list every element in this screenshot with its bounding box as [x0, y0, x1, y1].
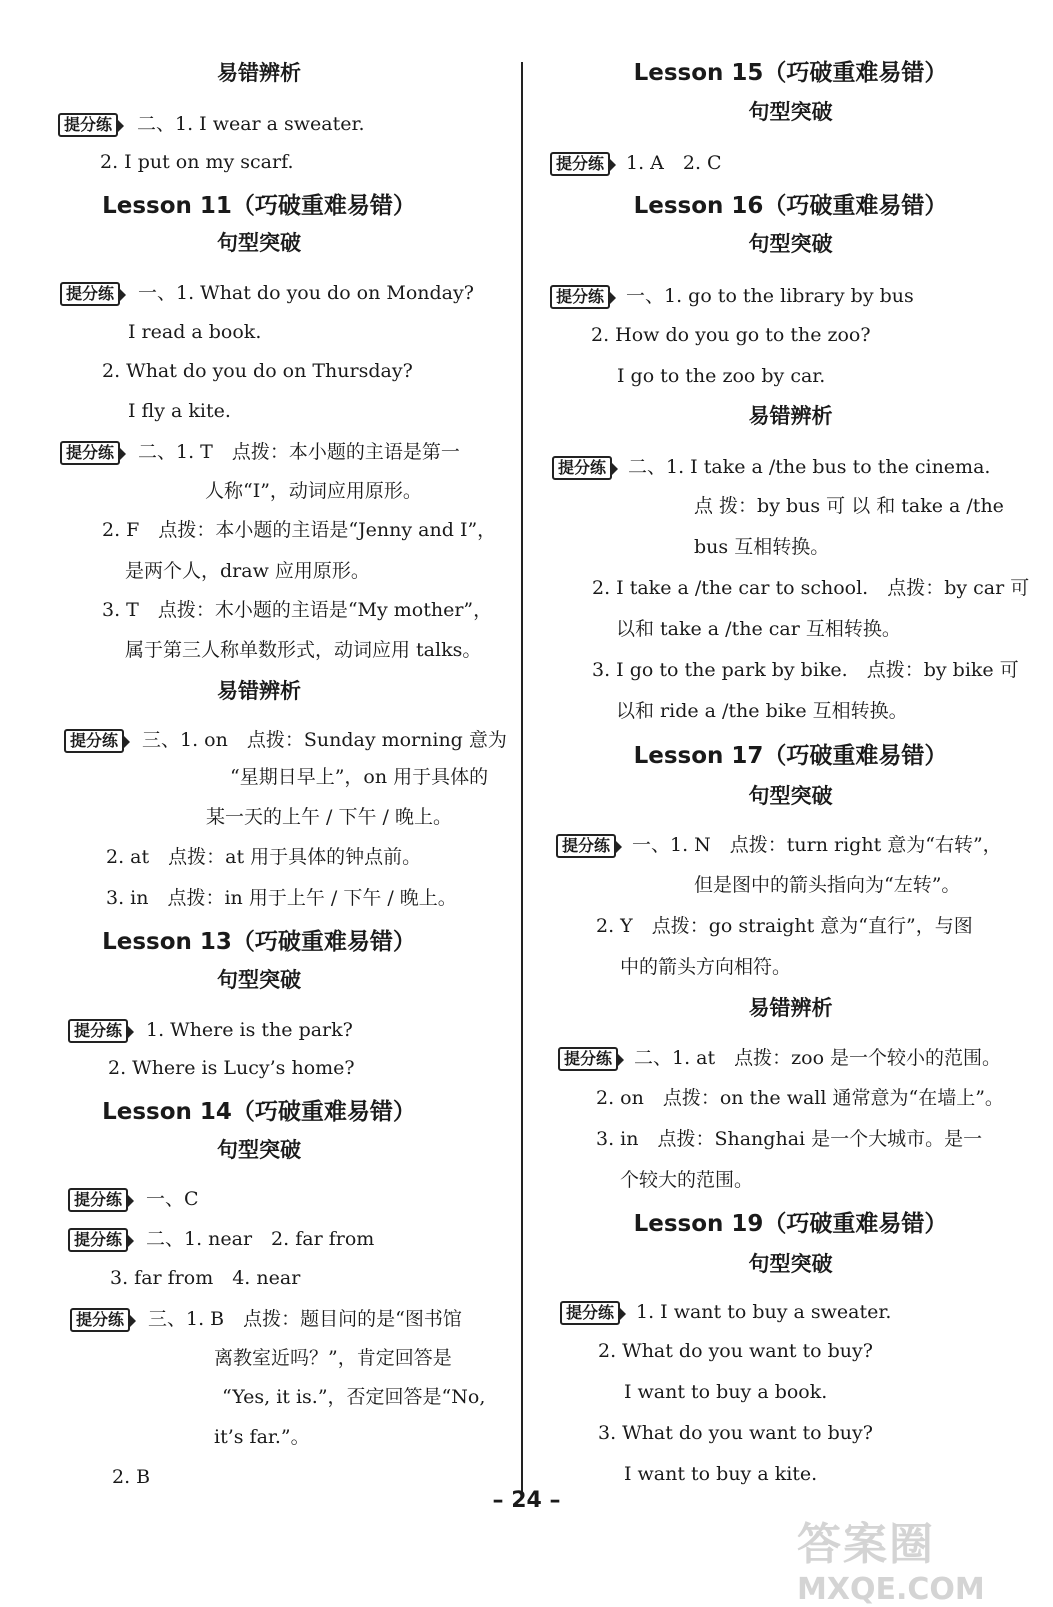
practice-tag: 提分练	[60, 282, 120, 306]
lesson-title: Lesson 14（巧破重难易错）	[102, 1099, 416, 1125]
answer-line: I fly a kite.	[128, 400, 231, 422]
section-heading: 句型突破	[217, 1138, 301, 1162]
section-heading: 易错辨析	[217, 679, 301, 703]
section-heading: 句型突破	[748, 1252, 833, 1276]
answer-line: 3. in 点拨：in 用于上午 / 下午 / 晚上。	[106, 887, 457, 909]
answer-line: 三、1. B 点拨：题目问的是“图书馆	[148, 1308, 462, 1330]
practice-tag: 提分练	[68, 1228, 128, 1252]
answer-line: 一、1. go to the library by bus	[626, 285, 914, 307]
answer-line: 2. What do you do on Thursday?	[102, 360, 413, 382]
answer-line: “Yes, it is.”，否定回答是“No,	[222, 1386, 486, 1408]
answer-line: I want to buy a kite.	[624, 1463, 818, 1485]
answer-line: 属于第三人称单数形式，动词应用 talks。	[125, 639, 482, 661]
answer-line: 3. What do you want to buy?	[598, 1422, 873, 1444]
answer-line: 一、C	[146, 1188, 199, 1210]
answer-line: 1. Where is the park?	[146, 1019, 353, 1041]
answer-line: 2. on 点拨：on the wall 通常意为“在墙上”。	[596, 1087, 1004, 1109]
watermark-logo	[797, 1508, 1047, 1607]
practice-tag: 提分练	[68, 1188, 128, 1212]
practice-tag: 提分练	[556, 834, 616, 858]
answer-line: 3. far from 4. near	[110, 1267, 301, 1289]
answer-line: 2. at 点拨：at 用于具体的钟点前。	[106, 846, 422, 868]
answer-line: 2. Y 点拨：go straight 意为“直行”，与图	[596, 915, 973, 937]
answer-line: 一、1. N 点拨：turn right 意为“右转”，	[632, 834, 1002, 856]
answer-line: 3. in 点拨：Shanghai 是一个大城市。是一	[596, 1128, 983, 1150]
answer-line: 某一天的上午 / 下午 / 晚上。	[206, 806, 452, 828]
answer-line: 中的箭头方向相符。	[620, 956, 792, 978]
answer-line: 2. Where is Lucy’s home?	[108, 1057, 355, 1079]
answer-line: 二、1. T 点拨：本小题的主语是第一	[138, 441, 460, 463]
answer-line: I read a book.	[128, 321, 262, 343]
answer-line: 二、1. I take a /the bus to the cinema.	[628, 456, 991, 478]
answer-line: 个较大的范围。	[620, 1169, 754, 1191]
section-heading: 句型突破	[217, 968, 301, 992]
lesson-title: Lesson 16（巧破重难易错）	[633, 193, 948, 219]
answer-line: 是两个人，draw 应用原形。	[125, 560, 370, 582]
practice-tag: 提分练	[558, 1047, 618, 1071]
answer-line: “星期日早上”，on 用于具体的	[230, 766, 489, 788]
practice-tag: 提分练	[552, 456, 612, 480]
answer-line: 三、1. on 点拨：Sunday morning 意为	[142, 729, 507, 751]
practice-tag: 提分练	[58, 113, 118, 137]
practice-tag: 提分练	[70, 1308, 130, 1332]
answer-line: 2. F 点拨：本小题的主语是“Jenny and I”，	[102, 519, 497, 541]
practice-tag: 提分练	[550, 152, 610, 176]
section-heading: 易错辨析	[217, 61, 301, 85]
answer-line: 以和 take a /the car 互相转换。	[616, 618, 901, 640]
section-heading: 易错辨析	[748, 996, 833, 1020]
answer-line: 二、1. near 2. far from	[146, 1228, 375, 1250]
section-heading: 句型突破	[217, 231, 301, 255]
practice-tag: 提分练	[68, 1019, 128, 1043]
answer-line: bus 互相转换。	[694, 536, 830, 558]
column-divider	[521, 62, 523, 1492]
answer-line: 1. A 2. C	[626, 152, 722, 174]
section-heading: 句型突破	[748, 784, 833, 808]
answer-line: 2. B	[112, 1466, 151, 1488]
practice-tag: 提分练	[550, 285, 610, 309]
answer-line: 二、1. I wear a sweater.	[137, 113, 365, 135]
lesson-title: Lesson 19（巧破重难易错）	[633, 1211, 948, 1237]
answer-line: 2. I take a /the car to school. 点拨：by car 可	[592, 577, 1030, 599]
answer-line: 人称“I”，动词应用原形。	[205, 480, 422, 502]
watermark-text: 答案圈	[797, 1519, 935, 1570]
section-heading: 句型突破	[748, 232, 833, 256]
lesson-title: Lesson 17（巧破重难易错）	[633, 743, 948, 769]
answer-line: 离教室近吗？”，肯定回答是	[214, 1347, 452, 1369]
answer-line: 二、1. at 点拨：zoo 是一个较小的范围。	[634, 1047, 1002, 1069]
answer-line: I want to buy a book.	[624, 1381, 828, 1403]
lesson-title: Lesson 15（巧破重难易错）	[633, 60, 948, 86]
answer-line: 2. I put on my scarf.	[100, 151, 294, 173]
page-number: – 24 –	[492, 1488, 561, 1513]
section-heading: 句型突破	[748, 100, 833, 124]
answer-line: it’s far.”。	[214, 1426, 310, 1448]
answer-line: 但是图中的箭头指向为“左转”。	[694, 874, 961, 896]
answer-line: 2. How do you go to the zoo?	[591, 324, 871, 346]
practice-tag: 提分练	[60, 441, 120, 465]
practice-tag: 提分练	[64, 729, 124, 753]
answer-line: 3. I go to the park by bike. 点拨：by bike 可	[592, 659, 1019, 681]
answer-line: 3. T 点拨：木小题的主语是“My mother”，	[102, 599, 493, 621]
answer-line: 点 拨：by bus 可 以 和 take a /the	[694, 495, 1004, 517]
lesson-title: Lesson 11（巧破重难易错）	[102, 193, 416, 219]
answer-line: I go to the zoo by car.	[617, 365, 826, 387]
section-heading: 易错辨析	[748, 404, 833, 428]
watermark-url: MXQE.COM	[797, 1572, 985, 1607]
answer-line: 1. I want to buy a sweater.	[636, 1301, 892, 1323]
answer-line: 2. What do you want to buy?	[598, 1340, 873, 1362]
answer-line: 以和 ride a /the bike 互相转换。	[616, 700, 908, 722]
answer-line: 一、1. What do you do on Monday?	[138, 282, 474, 304]
practice-tag: 提分练	[560, 1301, 620, 1325]
lesson-title: Lesson 13（巧破重难易错）	[102, 929, 416, 955]
